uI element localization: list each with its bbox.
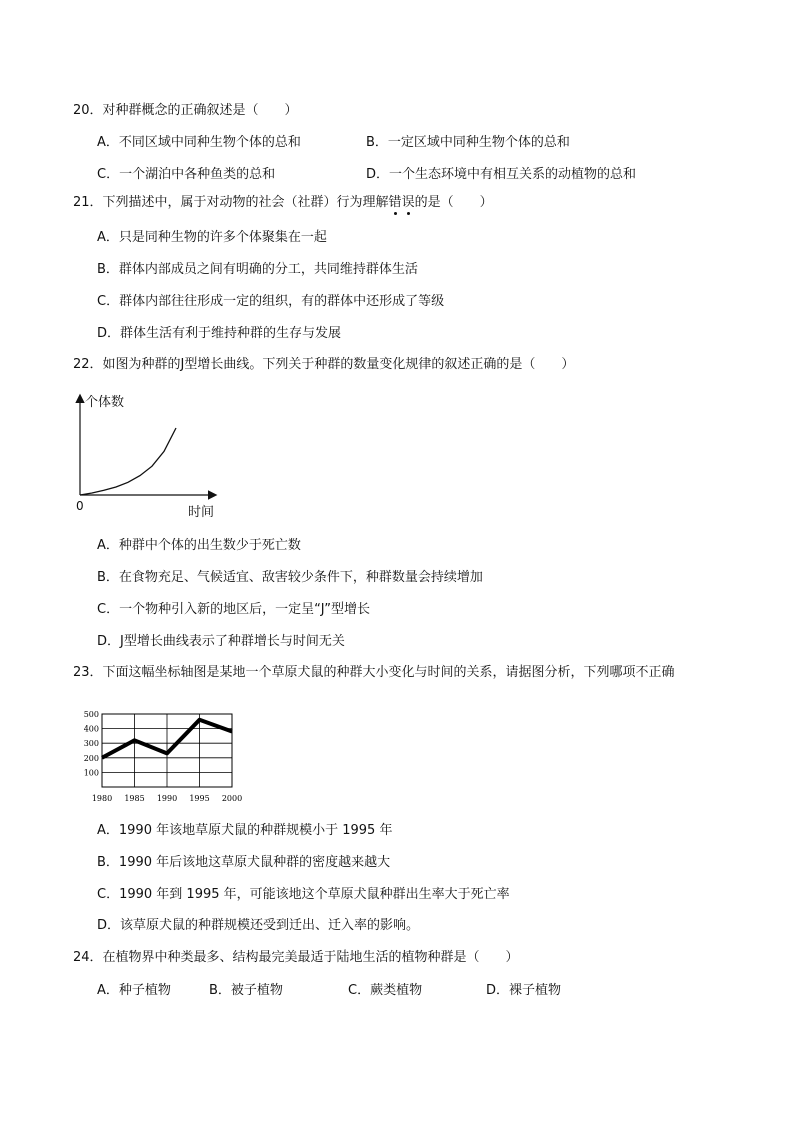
q20-option-d[interactable]: D．一个生态环境中有相互关系的动植物的总和	[366, 167, 637, 182]
q22-option-c[interactable]: C．一个物种引入新的地区后，一定呈“J”型增长	[97, 602, 370, 617]
q21-stem	[73, 194, 493, 212]
q21-option-b[interactable]: B．群体内部成员之间有明确的分工，共同维持群体生活	[97, 262, 418, 277]
population-y-tick: 200	[83, 753, 99, 763]
q23-option-b[interactable]: B．1990 年后该地这草原犬鼠种群的密度越来越大	[97, 855, 391, 870]
population-x-tick: 1985	[124, 794, 145, 803]
j-curve-line	[80, 428, 176, 495]
j-curve-origin-label: 0	[76, 499, 84, 513]
q21-stem-before: 21．下列描述中，属于对动物的社会（社群）行为理解	[73, 195, 389, 210]
q22-stem: 22．如图为种群的J型增长曲线。下列关于种群的数量变化规律的叙述正确的是（ ）	[73, 357, 575, 372]
q24-option-d[interactable]: D．裸子植物	[486, 983, 562, 998]
q20-option-c[interactable]: C．一个湖泊中各种鱼类的总和	[97, 167, 276, 182]
population-x-tick: 1995	[189, 794, 210, 803]
q21-option-c[interactable]: C．群体内部往往形成一定的组织，有的群体中还形成了等级	[97, 294, 445, 309]
q21-stem-emphasis-1: 错	[388, 195, 402, 210]
j-curve-y-label: 个体数	[85, 395, 125, 410]
q22-option-a[interactable]: A．种群中个体的出生数少于死亡数	[97, 538, 301, 553]
q21-stem-after: 的是（ ）	[414, 195, 493, 210]
q20-option-a[interactable]: A．不同区域中同种生物个体的总和	[97, 135, 301, 150]
population-x-tick: 1990	[156, 794, 178, 803]
q23-option-a[interactable]: A．1990 年该地草原犬鼠的种群规模小于 1995 年	[97, 823, 393, 838]
j-curve-chart	[70, 388, 230, 523]
q22-option-d[interactable]: D．J型增长曲线表示了种群增长与时间无关	[97, 634, 345, 649]
population-y-tick: 500	[83, 710, 99, 719]
q21-option-d[interactable]: D．群体生活有利于维持种群的生存与发展	[97, 326, 342, 341]
q23-option-c[interactable]: C．1990 年到 1995 年，可能该地这个草原犬鼠种群出生率大于死亡率	[97, 887, 510, 902]
population-x-tick: 2000	[221, 794, 243, 803]
q22-option-b[interactable]: B．在食物充足、气候适宜、敌害较少条件下，种群数量会持续增加	[97, 570, 483, 585]
q24-option-a[interactable]: A．种子植物	[97, 983, 171, 998]
q23-option-d[interactable]: D．该草原犬鼠的种群规模还受到迁出、迁入率的影响。	[97, 918, 420, 933]
q20-stem: 20．对种群概念的正确叙述是（ ）	[73, 103, 298, 118]
q20-option-b[interactable]: B．一定区域中同种生物个体的总和	[366, 135, 570, 150]
population-x-tick: 1980	[91, 794, 113, 803]
j-curve-x-label: 时间	[188, 505, 215, 520]
population-chart	[72, 702, 252, 807]
q24-option-c[interactable]: C．蕨类植物	[348, 983, 423, 998]
q21-option-a[interactable]: A．只是同种生物的许多个体聚集在一起	[97, 230, 327, 245]
population-y-tick: 300	[83, 739, 99, 749]
q21-stem-emphasis-2: 误	[401, 195, 415, 210]
q24-option-b[interactable]: B．被子植物	[209, 983, 283, 998]
q23-stem: 23．下面这幅坐标轴图是某地一个草原犬鼠的种群大小变化与时间的关系，请据图分析，下列哪项不正确	[73, 665, 675, 680]
population-y-tick: 400	[83, 724, 99, 734]
q24-stem: 24．在植物界中种类最多、结构最完美最适于陆地生活的植物种群是（ ）	[73, 950, 519, 965]
population-y-tick: 100	[83, 768, 99, 778]
